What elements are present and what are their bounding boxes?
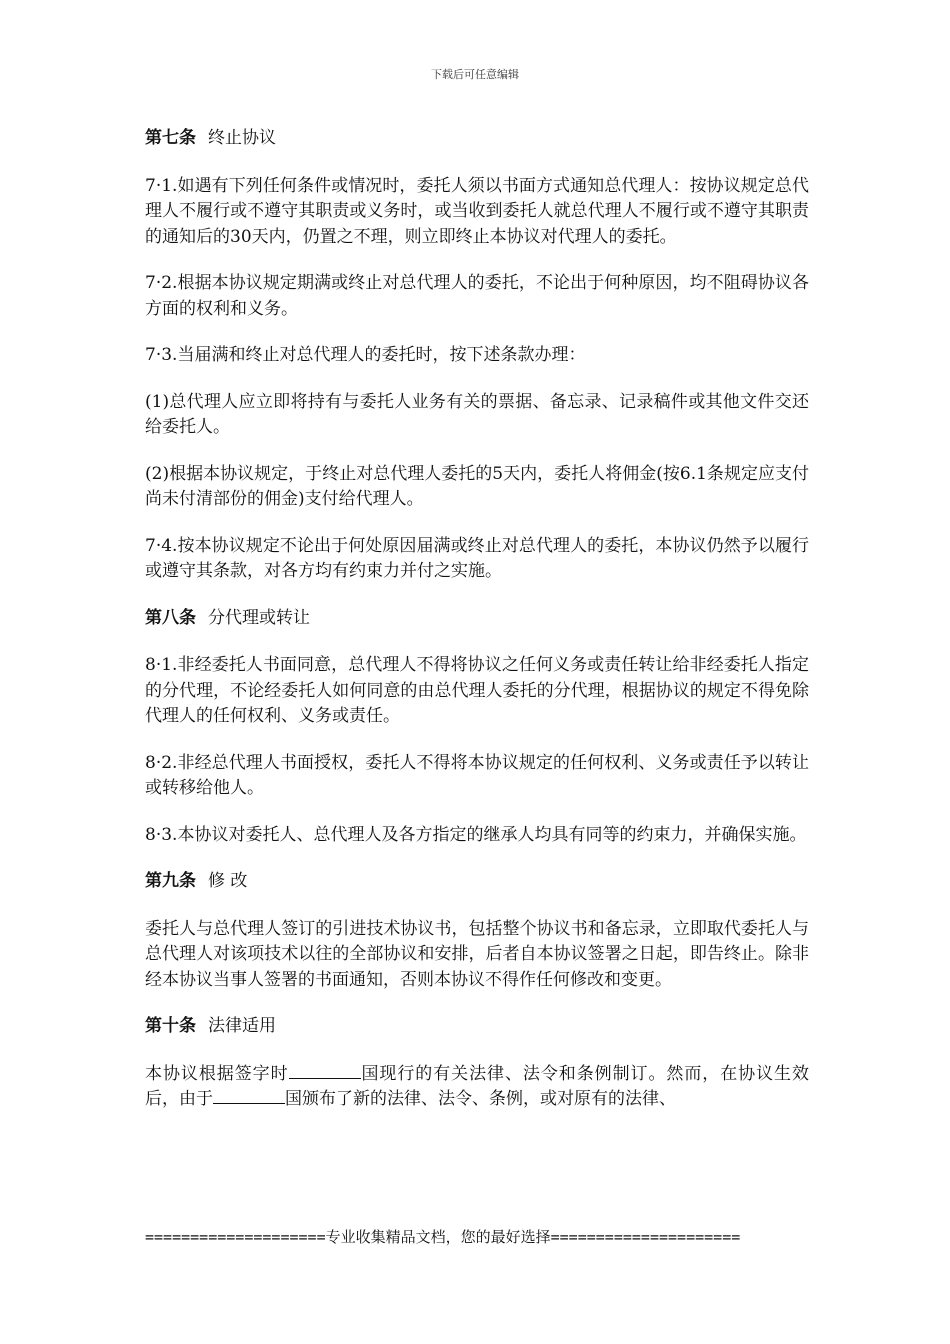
paragraph-7-3-1: (1)总代理人应立即将持有与委托人业务有关的票据、备忘录、记录稿件或其他文件交还给委托人。 — [145, 391, 809, 437]
fill-in-blank — [213, 1087, 285, 1104]
section-number: 第十条 — [145, 1016, 196, 1036]
text-fragment: 国颁布了新的法律、法令、条例，或对原有的法律、 — [285, 1089, 676, 1109]
section-title: 修 改 — [208, 871, 248, 891]
paragraph-7-1: 7·1.如遇有下列任何条件或情况时，委托人须以书面方式通知总代理人：按协议规定总代理人不履行或不遵守其职责或义务时，或当收到委托人就总代理人不履行或不遵守其职责的通知后的30天内，仍置之不理，则立即终止本协议对代理人的委托。 — [145, 175, 809, 247]
paragraph-8-1: 8·1.非经委托人书面同意，总代理人不得将协议之任何义务或责任转让给非经委托人指定的分代理，不论经委托人如何同意的由总代理人委托的分代理，根据协议的规定不得免除代理人的任何权利、义务或责任。 — [145, 655, 809, 726]
section-heading-7 — [145, 126, 809, 152]
section-title: 分代理或转让 — [208, 607, 310, 628]
paragraph-9: 委托人与总代理人签订的引进技术协议书，包括整个协议书和备忘录，立即取代委托人与总代理人对该项技术以往的全部协议和安排，后者自本协议签署之日起，即告终止。除非经本协议当事人签署的书面通知，否则本协议不得作任何修改和变更。 — [145, 918, 809, 990]
section-title: 法律适用 — [208, 1016, 276, 1036]
paragraph-10 — [145, 1062, 809, 1113]
section-heading-10 — [145, 1014, 809, 1040]
fill-in-blank — [289, 1062, 361, 1079]
paragraph-7-2: 7·2.根据本协议规定期满或终止对总代理人的委托，不论出于何种原因，均不阻碍协议各方面的权利和义务。 — [145, 273, 809, 319]
paragraph-7-4: 7·4.按本协议规定不论出于何处原因届满或终止对总代理人的委托，本协议仍然予以履行或遵守其条款，对各方均有约束力并付之实施。 — [145, 535, 809, 581]
section-number: 第九条 — [145, 871, 196, 891]
section-title: 终止协议 — [208, 128, 276, 148]
section-number: 第八条 — [145, 607, 196, 628]
paragraph-7-3-2: (2)根据本协议规定，于终止对总代理人委托的5天内，委托人将佣金(按6.1条规定应支付尚未付清部份的佣金)支付给代理人。 — [145, 463, 809, 509]
paragraph-8-2: 8·2.非经总代理人书面授权，委托人不得将本协议规定的任何权利、义务或责任予以转让或转移给他人。 — [145, 752, 809, 798]
document-body — [145, 126, 809, 1134]
section-number: 第七条 — [145, 128, 196, 148]
paragraph-8-3: 8·3.本协议对委托人、总代理人及各方指定的继承人均具有同等的约束力，并确保实施。 — [145, 824, 807, 845]
section-heading-9 — [145, 869, 809, 895]
page-footer: ====================专业收集精品文档，您的最好选择===================== — [145, 1228, 741, 1246]
section-heading-8 — [145, 606, 809, 632]
text-fragment: 国现行的有关法律、法令和条例制订。然而，在协议生效后，由于 — [145, 1063, 809, 1109]
page-header: 下载后可任意编辑 — [431, 68, 519, 81]
text-fragment: 本协议根据签字时 — [145, 1063, 289, 1084]
paragraph-7-3: 7·3.当届满和终止对总代理人的委托时，按下述条款办理： — [145, 345, 586, 365]
